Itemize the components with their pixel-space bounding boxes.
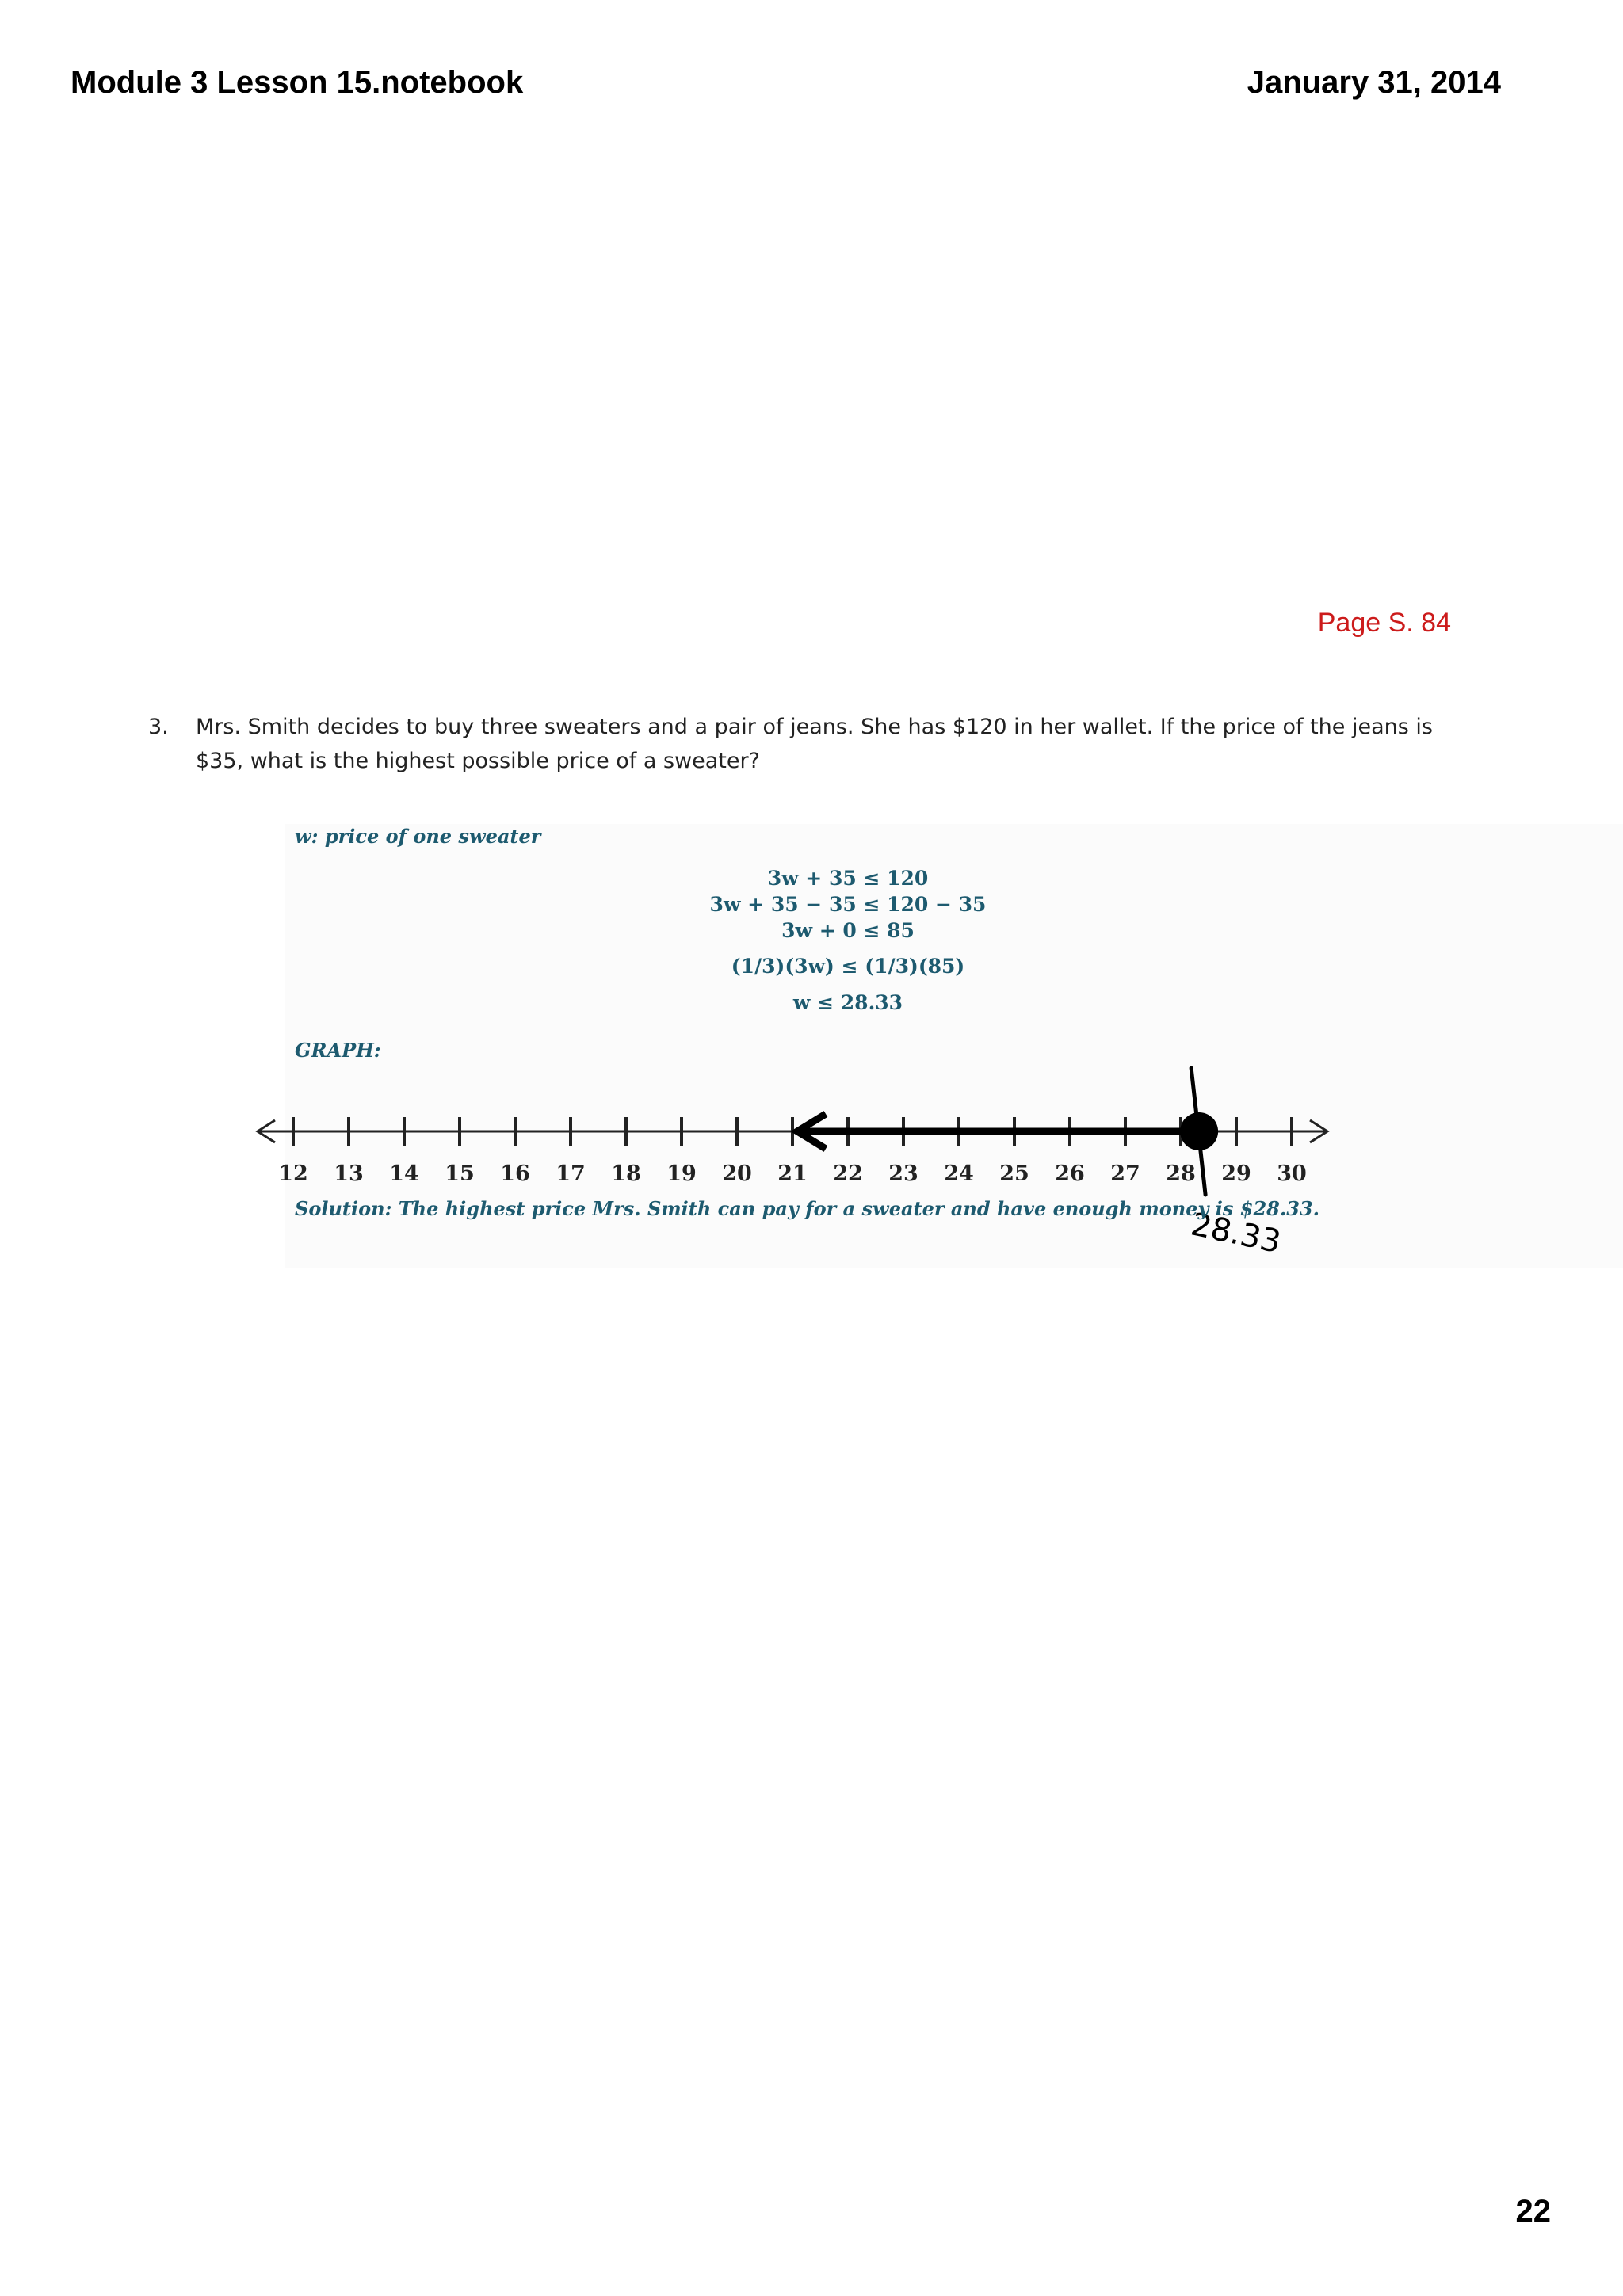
tick-label: 13 xyxy=(334,1161,364,1186)
tick-label: 15 xyxy=(445,1161,475,1186)
equation-step: 3w + 35 − 35 ≤ 120 − 35 xyxy=(709,893,987,916)
tick-label: 30 xyxy=(1277,1161,1307,1186)
tick-label: 21 xyxy=(777,1161,808,1186)
page-number: 22 xyxy=(1515,2194,1551,2229)
variable-definition: w: price of one sweater xyxy=(295,825,541,848)
tick-label: 20 xyxy=(722,1161,752,1186)
tick-label: 18 xyxy=(611,1161,641,1186)
tick-label: 22 xyxy=(833,1161,863,1186)
problem-statement xyxy=(148,710,1448,778)
tick-label: 28 xyxy=(1166,1161,1196,1186)
tick-label: 16 xyxy=(500,1161,530,1186)
solution-sentence: Solution: The highest price Mrs. Smith can pay for a sweater and have enough money is $28.33. xyxy=(295,1197,1319,1220)
tick-label: 27 xyxy=(1110,1161,1140,1186)
handwritten-label: 28.33 xyxy=(1187,1206,1285,1261)
tick-label: 17 xyxy=(556,1161,586,1186)
problem-number: 3. xyxy=(148,715,169,739)
equation-step: 3w + 0 ≤ 85 xyxy=(781,919,915,942)
equation-step: w ≤ 28.33 xyxy=(792,991,903,1014)
tick-label: 29 xyxy=(1221,1161,1251,1186)
document-title: Module 3 Lesson 15.notebook xyxy=(71,65,524,100)
number-line-solution-ray xyxy=(797,1112,1218,1150)
tick-label: 14 xyxy=(389,1161,419,1186)
equation-step: (1/3)(3w) ≤ (1/3)(85) xyxy=(731,955,965,978)
tick-label: 19 xyxy=(666,1161,697,1186)
equation-step: 3w + 35 ≤ 120 xyxy=(767,867,929,890)
equation-steps xyxy=(634,865,1062,1016)
tick-label: 24 xyxy=(944,1161,974,1186)
solution-panel xyxy=(278,824,1623,1268)
tick-label: 26 xyxy=(1055,1161,1085,1186)
page-reference: Page S. 84 xyxy=(1317,608,1451,638)
graph-label: GRAPH: xyxy=(295,1039,381,1062)
tick-label: 23 xyxy=(888,1161,918,1186)
number-line-labels xyxy=(278,1161,1307,1186)
problem-text: Mrs. Smith decides to buy three sweaters and a pair of jeans. She has $120 in her wallet. If the price of the jeans is $35, what is the highest possible price of a sweater? xyxy=(196,715,1433,773)
tick-label: 25 xyxy=(999,1161,1029,1186)
tick-label: 12 xyxy=(278,1161,308,1186)
document-date: January 31, 2014 xyxy=(1247,65,1501,100)
